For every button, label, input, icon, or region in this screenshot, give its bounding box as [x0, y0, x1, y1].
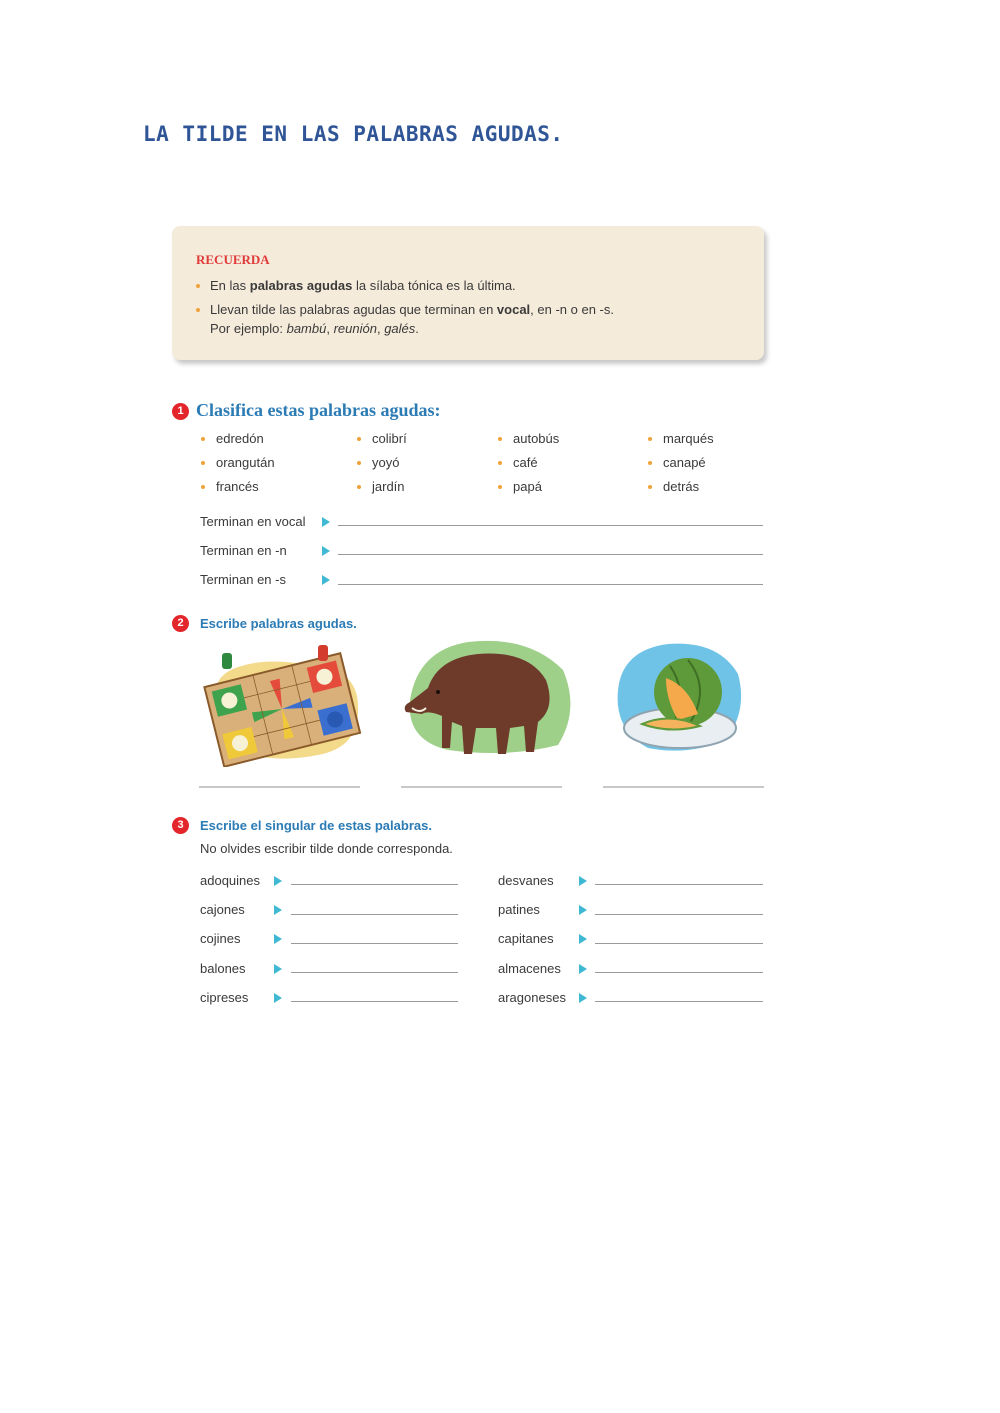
- singular-word-right: desvanes: [498, 873, 554, 888]
- singular-word-left: adoquines: [200, 873, 260, 888]
- bullet-icon: [498, 461, 502, 465]
- recuerda-box: [172, 226, 764, 360]
- arrow-right-icon: [274, 993, 282, 1003]
- singular-answer-line[interactable]: [291, 914, 458, 915]
- bullet-icon: [648, 437, 652, 441]
- bullet-icon: [196, 284, 200, 288]
- singular-word-left: cojines: [200, 931, 241, 946]
- word-item: [648, 479, 699, 494]
- recuerda-item-2-line-2: [210, 321, 419, 336]
- singular-answer-line[interactable]: [595, 943, 763, 944]
- word-text: colibrí: [372, 431, 407, 446]
- recuerda-item-2: [196, 302, 614, 317]
- bullet-icon: [498, 437, 502, 441]
- recuerda-item-1: [196, 278, 516, 293]
- answer-line-s[interactable]: [338, 584, 763, 585]
- word-item: [498, 479, 542, 494]
- word-text: papá: [513, 479, 542, 494]
- arrow-right-icon: [579, 876, 587, 886]
- arrow-right-icon: [579, 905, 587, 915]
- jabali-image: [398, 630, 578, 760]
- singular-word-right: capitanes: [498, 931, 554, 946]
- word-text: autobús: [513, 431, 560, 446]
- word-text: canapé: [663, 455, 706, 470]
- recuerda-text: la sílaba tónica es la última.: [352, 278, 516, 293]
- word-item: [648, 455, 706, 470]
- exercise-1-title: Clasifica estas palabras agudas:: [196, 400, 441, 420]
- arrow-right-icon: [322, 517, 330, 527]
- bullet-icon: [201, 437, 205, 441]
- word-text: jardín: [372, 479, 405, 494]
- word-item: [357, 455, 399, 470]
- bullet-icon: [357, 485, 361, 489]
- word-item: [648, 431, 714, 446]
- singular-answer-line[interactable]: [595, 914, 763, 915]
- bullet-icon: [648, 485, 652, 489]
- singular-answer-line[interactable]: [595, 972, 763, 973]
- singular-answer-line[interactable]: [291, 972, 458, 973]
- word-item: [201, 479, 259, 494]
- singular-answer-line[interactable]: [291, 943, 458, 944]
- recuerda-example: reunión: [333, 321, 377, 336]
- word-text: marqués: [663, 431, 714, 446]
- bullet-icon: [357, 437, 361, 441]
- arrow-right-icon: [579, 964, 587, 974]
- melon-image: [608, 630, 748, 760]
- word-text: detrás: [663, 479, 700, 494]
- classify-label-vocal: Terminan en vocal: [200, 514, 306, 529]
- parchis-image: [198, 637, 366, 767]
- classify-label-s: Terminan en -s: [200, 572, 286, 587]
- answer-line-n[interactable]: [338, 554, 763, 555]
- arrow-right-icon: [274, 905, 282, 915]
- singular-answer-line[interactable]: [291, 884, 458, 885]
- arrow-right-icon: [579, 934, 587, 944]
- bullet-icon: [498, 485, 502, 489]
- recuerda-period: .: [415, 321, 419, 336]
- recuerda-text: En las: [210, 278, 250, 293]
- word-item: [498, 455, 538, 470]
- exercise-3-number: 3: [172, 817, 189, 834]
- word-text: yoyó: [372, 455, 400, 470]
- arrow-right-icon: [322, 546, 330, 556]
- answer-line-image-2[interactable]: [401, 786, 562, 788]
- singular-answer-line[interactable]: [291, 1001, 458, 1002]
- exercise-2-number: 2: [172, 615, 189, 632]
- singular-word-right: almacenes: [498, 961, 561, 976]
- word-item: [201, 455, 275, 470]
- word-text: orangután: [216, 455, 275, 470]
- answer-line-image-3[interactable]: [603, 786, 764, 788]
- word-item: [357, 479, 405, 494]
- recuerda-example: bambú: [286, 321, 327, 336]
- exercise-3-subtitle: No olvides escribir tilde donde corresponda.: [200, 841, 453, 856]
- word-text: café: [513, 455, 538, 470]
- arrow-right-icon: [274, 876, 282, 886]
- exercise-1-number: 1: [172, 403, 189, 420]
- singular-word-left: cipreses: [200, 990, 249, 1005]
- singular-answer-line[interactable]: [595, 1001, 763, 1002]
- arrow-right-icon: [274, 934, 282, 944]
- classify-label-n: Terminan en -n: [200, 543, 287, 558]
- arrow-right-icon: [579, 993, 587, 1003]
- word-text: edredón: [216, 431, 264, 446]
- arrow-right-icon: [274, 964, 282, 974]
- recuerda-heading: RECUERDA: [196, 252, 270, 267]
- singular-word-right: aragoneses: [498, 990, 566, 1005]
- bullet-icon: [201, 485, 205, 489]
- recuerda-separator: ,: [326, 321, 334, 336]
- answer-line-image-1[interactable]: [199, 786, 360, 788]
- singular-word-left: cajones: [200, 902, 245, 917]
- recuerda-bold: vocal: [496, 302, 531, 317]
- bullet-icon: [648, 461, 652, 465]
- exercise-2-title: Escribe palabras agudas.: [200, 616, 357, 631]
- singular-answer-line[interactable]: [595, 884, 763, 885]
- word-item: [201, 431, 264, 446]
- bullet-icon: [201, 461, 205, 465]
- answer-line-vocal[interactable]: [338, 525, 763, 526]
- word-item: [498, 431, 559, 446]
- word-item: [357, 431, 407, 446]
- word-text: francés: [216, 479, 259, 494]
- page-title: LA TILDE EN LAS PALABRAS AGUDAS.: [143, 122, 564, 146]
- singular-word-right: patines: [498, 902, 540, 917]
- bullet-icon: [357, 461, 361, 465]
- recuerda-separator: ,: [376, 321, 385, 336]
- exercise-3-title: Escribe el singular de estas palabras.: [200, 818, 432, 833]
- arrow-right-icon: [322, 575, 330, 585]
- recuerda-text: Por ejemplo:: [210, 321, 287, 336]
- recuerda-text: Llevan tilde las palabras agudas que terminan en: [210, 302, 497, 317]
- recuerda-text: , en -n o en -s.: [530, 302, 614, 317]
- bullet-icon: [196, 308, 200, 312]
- singular-word-left: balones: [200, 961, 246, 976]
- recuerda-example: galés: [384, 321, 416, 336]
- recuerda-bold: palabras agudas: [249, 278, 353, 293]
